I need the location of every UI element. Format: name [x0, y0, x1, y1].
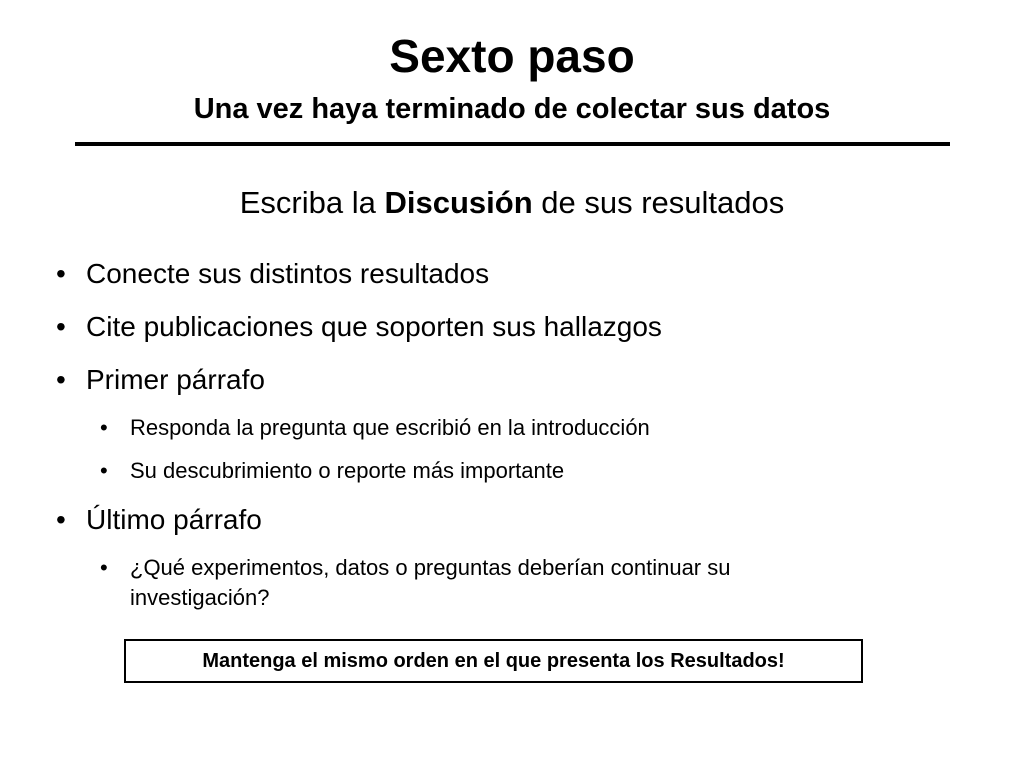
bullet-dot: • — [56, 504, 66, 535]
bullet-dot: • — [56, 258, 66, 289]
bullet-text: Último párrafo — [86, 504, 262, 535]
bullet-item — [56, 502, 956, 538]
sub-bullet-text: Su descubrimiento o reporte más importante — [130, 458, 565, 483]
heading-text-before: Escriba la — [239, 185, 385, 220]
sub-bullet-text: ¿Qué experimentos, datos o preguntas deberían continuar su investigación? — [130, 555, 731, 610]
section-heading — [0, 182, 1024, 224]
bullet-text: Primer párrafo — [86, 364, 265, 395]
bullet-item — [56, 362, 956, 398]
heading-text-after: de sus resultados — [532, 185, 785, 220]
title-divider — [75, 142, 950, 146]
bullet-dot: • — [56, 311, 66, 342]
sub-bullet-dot: • — [100, 555, 108, 580]
sub-bullet-item — [100, 413, 920, 443]
note-box: Mantenga el mismo orden en el que presenta los Resultados! — [124, 639, 863, 683]
bullet-item — [56, 309, 956, 345]
bullet-text: Conecte sus distintos resultados — [86, 258, 490, 289]
bullet-item — [56, 256, 956, 292]
sub-bullet-item — [100, 553, 860, 613]
sub-bullet-dot: • — [100, 415, 108, 440]
sub-bullet-text: Responda la pregunta que escribió en la introducción — [130, 415, 650, 440]
bullet-dot: • — [56, 364, 66, 395]
bullet-text: Cite publicaciones que soporten sus hallazgos — [86, 311, 662, 342]
slide-title: Sexto paso — [389, 30, 635, 82]
sub-bullet-item — [100, 456, 920, 486]
heading-emphasis: Discusión — [384, 185, 533, 220]
slide-subtitle: Una vez haya terminado de colectar sus datos — [193, 93, 831, 125]
sub-bullet-dot: • — [100, 458, 108, 483]
